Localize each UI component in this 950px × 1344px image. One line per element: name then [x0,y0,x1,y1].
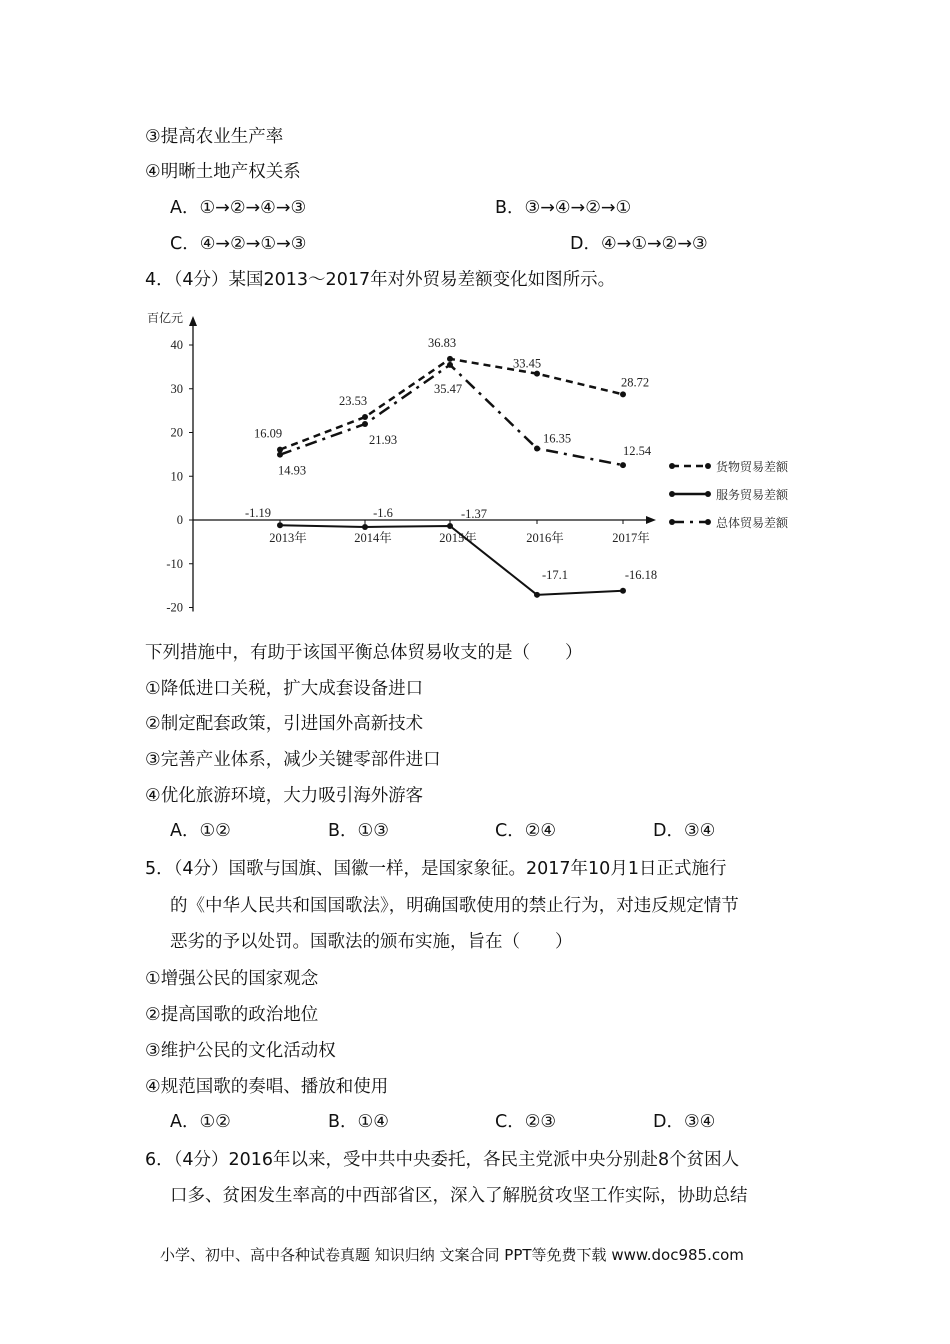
x-tick-label: 2017年 [612,531,650,545]
q5-option-b: B．①④ [328,1112,389,1132]
y-tick-label: 40 [170,338,183,352]
q4-option-c: C．②④ [495,821,557,841]
q4-item-4: ④优化旅游环境，大力吸引海外游客 [145,786,424,806]
series-line-2 [280,365,623,465]
data-label: 35.47 [433,381,463,396]
y-tick-label: 10 [170,469,183,484]
q3-option-a: A．①→②→④→③ [170,198,307,218]
data-label: -1.37 [460,506,488,521]
q4-option-b: B．①③ [328,821,389,841]
data-point [620,588,626,594]
data-point [447,362,453,368]
q3-option-d: D．④→①→②→③ [570,234,708,254]
x-tick-label: 2016年 [526,531,564,545]
legend-label: 服务贸易差额 [716,488,789,502]
q5-option-c: C．②③ [495,1112,557,1132]
q5-item-1: ①增强公民的国家观念 [145,969,319,989]
data-label: 33.45 [512,356,542,371]
legend-marker [705,463,711,469]
x-axis-arrow-icon [646,516,656,524]
data-label: 21.93 [368,433,398,448]
q4-item-3: ③完善产业体系，减少关键零部件进口 [145,750,441,770]
data-point [534,371,540,377]
y-tick-label: -10 [166,556,183,571]
legend-marker [669,491,675,497]
y-tick-label: 0 [176,513,183,527]
q6-stem-1: 6．（4分）2016年以来，受中共中央委托，各民主党派中央分别赴8个贫困人 [145,1150,740,1170]
y-tick-label: 30 [170,381,183,396]
q4-prompt: 下列措施中，有助于该国平衡总体贸易收支的是（ ） [145,643,583,663]
data-point [277,452,283,458]
q5-stem-3: 恶劣的予以处罚。国歌法的颁布实施，旨在（ ） [170,932,573,952]
x-tick-label: 2015年 [439,531,477,545]
legend-marker [705,491,711,497]
q5-item-4: ④规范国歌的奏唱、播放和使用 [145,1077,389,1097]
data-point [534,592,540,598]
data-point [362,414,368,420]
data-label: 12.54 [622,444,652,459]
data-point [620,391,626,397]
legend-label: 货物贸易差额 [716,460,789,474]
data-label: -1.19 [244,506,272,521]
q5-option-d: D．③④ [653,1112,716,1132]
q5-stem-2: 的《中华人民共和国国歌法》，明确国歌使用的禁止行为，对违反规定情节 [170,896,739,916]
q3-item-3: ③提高农业生产率 [145,127,284,147]
data-label: 16.35 [542,431,572,446]
q4-item-2: ②制定配套政策，引进国外高新技术 [145,714,424,734]
data-point [362,421,368,427]
q3-item-4: ④明晰土地产权关系 [145,162,301,182]
data-label: 16.09 [253,426,283,441]
q4-option-a: A．①② [170,821,231,841]
data-label: 36.83 [427,335,457,350]
y-tick-label: 20 [170,425,183,440]
legend-marker [669,519,675,525]
data-label: -16.18 [624,567,658,582]
data-point [447,356,453,362]
data-point [447,523,453,529]
trade-balance-chart [0,0,950,640]
data-point [362,524,368,530]
data-label: 14.93 [277,463,307,478]
q5-option-a: A．①② [170,1112,231,1132]
legend-marker [669,463,675,469]
q4-stem: 4．（4分）某国2013～2017年对外贸易差额变化如图所示。 [145,270,616,290]
x-tick-label: 2014年 [354,531,392,545]
data-label: -1.6 [373,506,393,520]
q3-option-c: C．④→②→①→③ [170,234,307,254]
data-label: -17.1 [541,567,569,582]
legend-label: 总体贸易差额 [716,516,789,530]
data-label: 28.72 [620,375,650,390]
y-axis-arrow-icon [189,316,197,326]
q3-option-b: B．③→④→②→① [495,198,632,218]
q4-option-d: D．③④ [653,821,716,841]
y-axis-label: 百亿元 [147,311,184,325]
q5-item-3: ③维护公民的文化活动权 [145,1041,336,1061]
q6-stem-2: 口多、贫困发生率高的中西部省区，深入了解脱贫攻坚工作实际，协助总结 [170,1186,748,1206]
x-tick-label: 2013年 [269,531,307,545]
data-point [620,462,626,468]
q4-item-1: ①降低进口关税，扩大成套设备进口 [145,679,424,699]
y-tick-label: -20 [166,600,183,615]
legend-marker [705,519,711,525]
footer-text: 小学、初中、高中各种试卷真题 知识归纳 文案合同 PPT等免费下载 www.doc985.com [160,1246,744,1264]
q5-item-2: ②提高国歌的政治地位 [145,1005,319,1025]
q5-stem-1: 5．（4分）国歌与国旗、国徽一样，是国家象征。2017年10月1日正式施行 [145,859,727,879]
data-point [277,522,283,528]
data-label: 23.53 [338,394,368,409]
data-point [534,445,540,451]
